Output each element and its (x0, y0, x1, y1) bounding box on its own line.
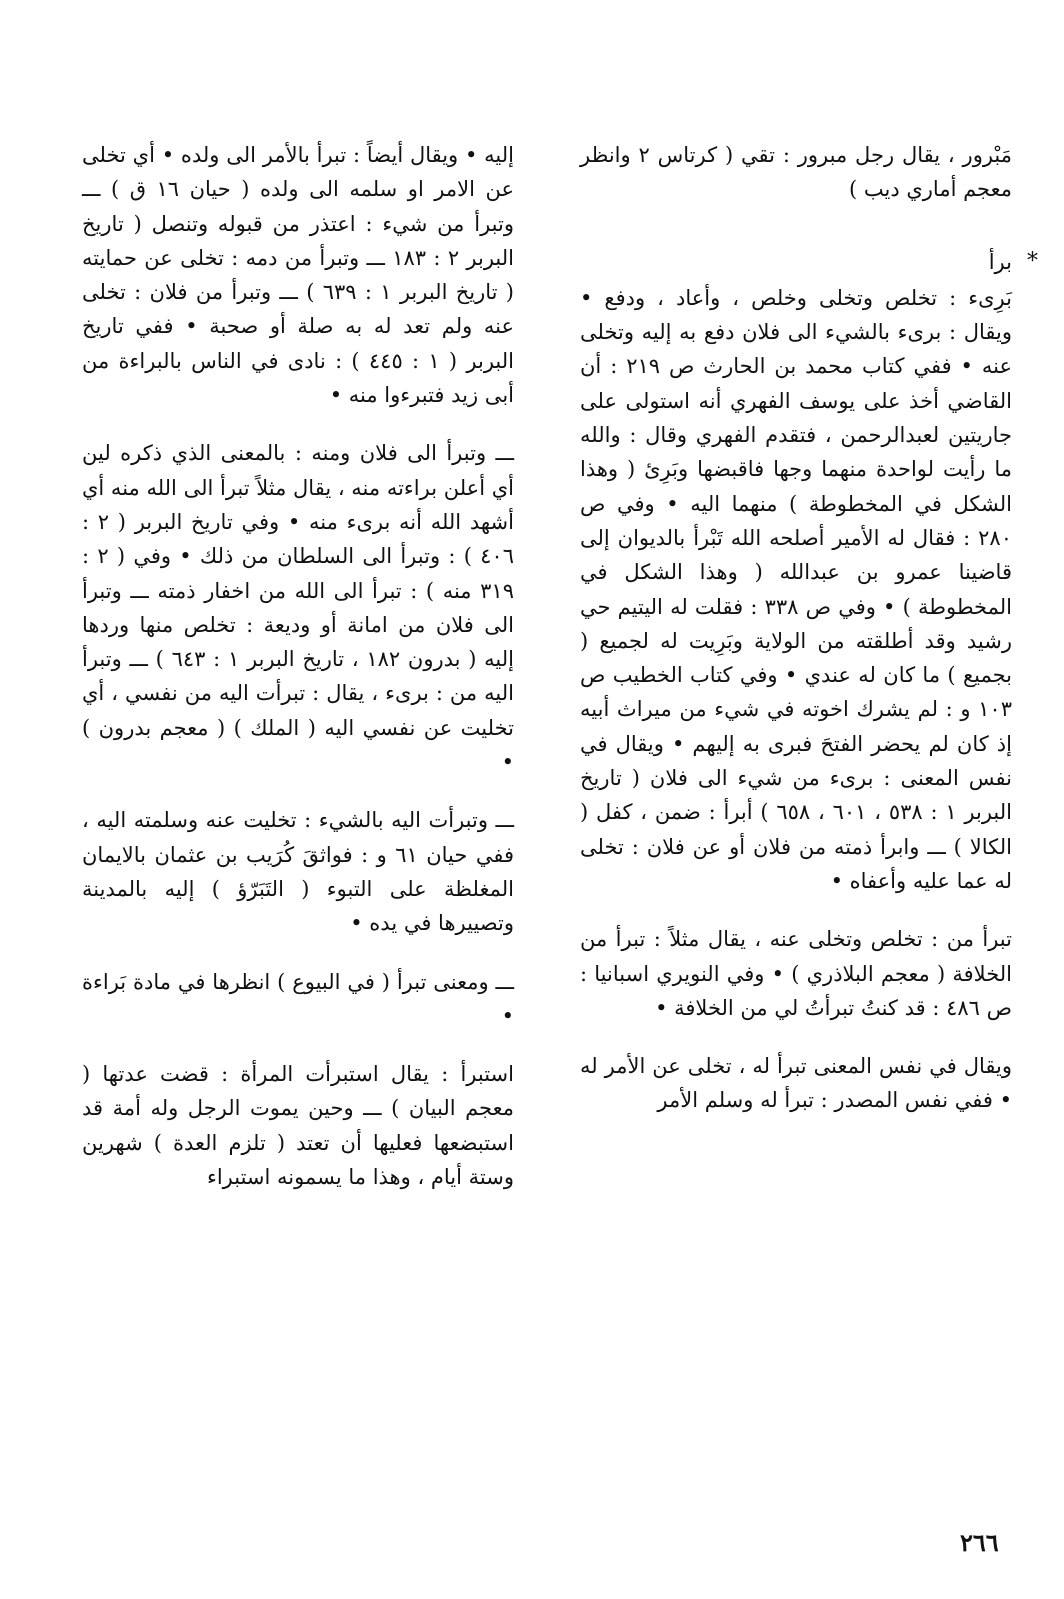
paragraph-buyu: ـــ ومعنى تبرأ ( في البيوع ) انظرها في مادة بَراءة • (82, 969, 514, 1028)
paragraph-continuation: إليه • ويقال أيضاً : تبرأ بالأمر الى ولده • أي تخلى عن الامر او سلمه الى ولده ( حيان ١٦ ق ) ـــ وتبرأ من شيء : اعتذر من قبوله وتنصل ( تاريخ البربر ٢ : ١٨٣ ـــ وتبرأ من دمه : تخلى عن حمايته ( تاريخ البربر ١ : ٦٣٩ ) ـــ وتبرأ من فلان : تخلى عنه ولم تعد له به صلة أو صحبة • ففي تاريخ البربر ( ١ : ٤٤٥ ) : نادى في الناس بالبراءة من أبى زيد فتبرءوا منه • (82, 143, 514, 408)
paragraph-tabarra-min: تبرأ من : تخلص وتخلى عنه ، يقال مثلاً : تبرأ من الخلافة ( معجم البلاذري ) • وفي النويري اسبانيا : ص ٤٨٦ : قد كنتُ تبرأتُ لي من الخلافة • (580, 927, 1012, 1020)
paragraph-tabarra-ila: ـــ وتبرأ الى فلان ومنه : بالمعنى الذي ذكره لين أي أعلن براءته منه ، يقال مثلاً تبرأ الى الله منه أي أشهد الله أنه برىء منه • وفي تاريخ البربر ( ٢ : ٤٠٦ ) : وتبرأ الى السلطان من ذلك • وفي ( ٢ : ٣١٩ منه ) : تبرأ الى الله من اخفار ذمته ـــ وتبرأ الى فلان من امانة أو وديعة : تخلص منها وردها إليه ( بدرون ١٨٢ ، تاريخ البربر ١ : ٦٤٣ ) ـــ وتبرأ اليه من : برىء ، يقال : تبرأت اليه من نفسي ، أي تخليت عن نفسي اليه ( الملك ) ( معجم بدرون ) • (81, 441, 514, 775)
paragraph-tabarra-lahu: ويقال في نفس المعنى تبرأ له ، تخلى عن الأمر له • ففي نفس المصدر : تبرأ له وسلم الأمر (580, 1054, 1012, 1113)
root-word: برأ (988, 249, 1012, 274)
page-number: ٢٦٦ (960, 1528, 999, 1557)
right-column (580, 138, 1038, 1142)
root-heading (580, 245, 1038, 279)
root-marker-icon: * (1027, 248, 1038, 274)
paragraph-bari: بَرِىء : تخلص وتخلى وخلص ، وأعاد ، ودفع • ويقال : برىء بالشيء الى فلان دفع به إليه وتخلى عنه • ففي كتاب محمد بن الحارث ص ٢١٩ : أن القاضي أخذ على يوسف الفهري أنه استولى على جاريتين لعبدالرحمن ، فتقدم الفهري وقال : والله ما رأيت لواحدة منهما وجها فاقبضها وبَرِئ ( وهذا الشكل في المخطوطة ) منهما اليه • وفي ص ٢٨٠ : فقال له الأمير أصلحه الله تَبْرأ بالديوان إلى قاضينا عمرو بن عبدالله ( وهذا الشكل في المخطوطة ) • وفي ص ٣٣٨ : فقلت له اليتيم حي رشيد وقد أطلقته من الولاية وبَرِيت له لجميع ( بجميع ) ما كان له عندي • وفي كتاب الخطيب ص ١٠٣ و : لم يشرك اخوته في شيء من ميراث أبيه إذ كان لم يحضر الفتحَ فبرى به إليهم • ويقال في نفس المعنى : برىء من شيء الى فلان ( تاريخ البربر ١ : ٥٣٨ ، ٦٠١ ، ٦٥٨ ) أبرأ : ضمن ، كفل ( الكالا ) ـــ وابرأ ذمته من فلان أو عن فلان : تخلى له عما عليه وأعفاه • (580, 285, 1012, 893)
entry-mabrur: مَبْرور ، يقال رجل مبرور : تقي ( كرتاس ٢ وانظر معجم أماري ديب ) (580, 143, 1013, 202)
paragraph-istabra: استبرأ : يقال استبرأت المرأة : قضت عدتها ( معجم البيان ) ـــ وحين يموت الرجل وله أمة قد استبضعها فعليها أن تعتد ( تلزم العدة ) شهرين وستة أيام ، وهذا ما يسمونه استبراء (82, 1062, 514, 1190)
paragraph-tabarra-bish-shay: ـــ وتبرأت اليه بالشيء : تخليت عنه وسلمته اليه ، ففي حيان ٦١ و : فواثقَ كُرَيب بن عثمان بالايمان المغلظة على التبوء ( التَبَرّؤ ) إليه بالمدينة وتصييرها في يده • (82, 808, 514, 936)
left-column (82, 138, 514, 1218)
